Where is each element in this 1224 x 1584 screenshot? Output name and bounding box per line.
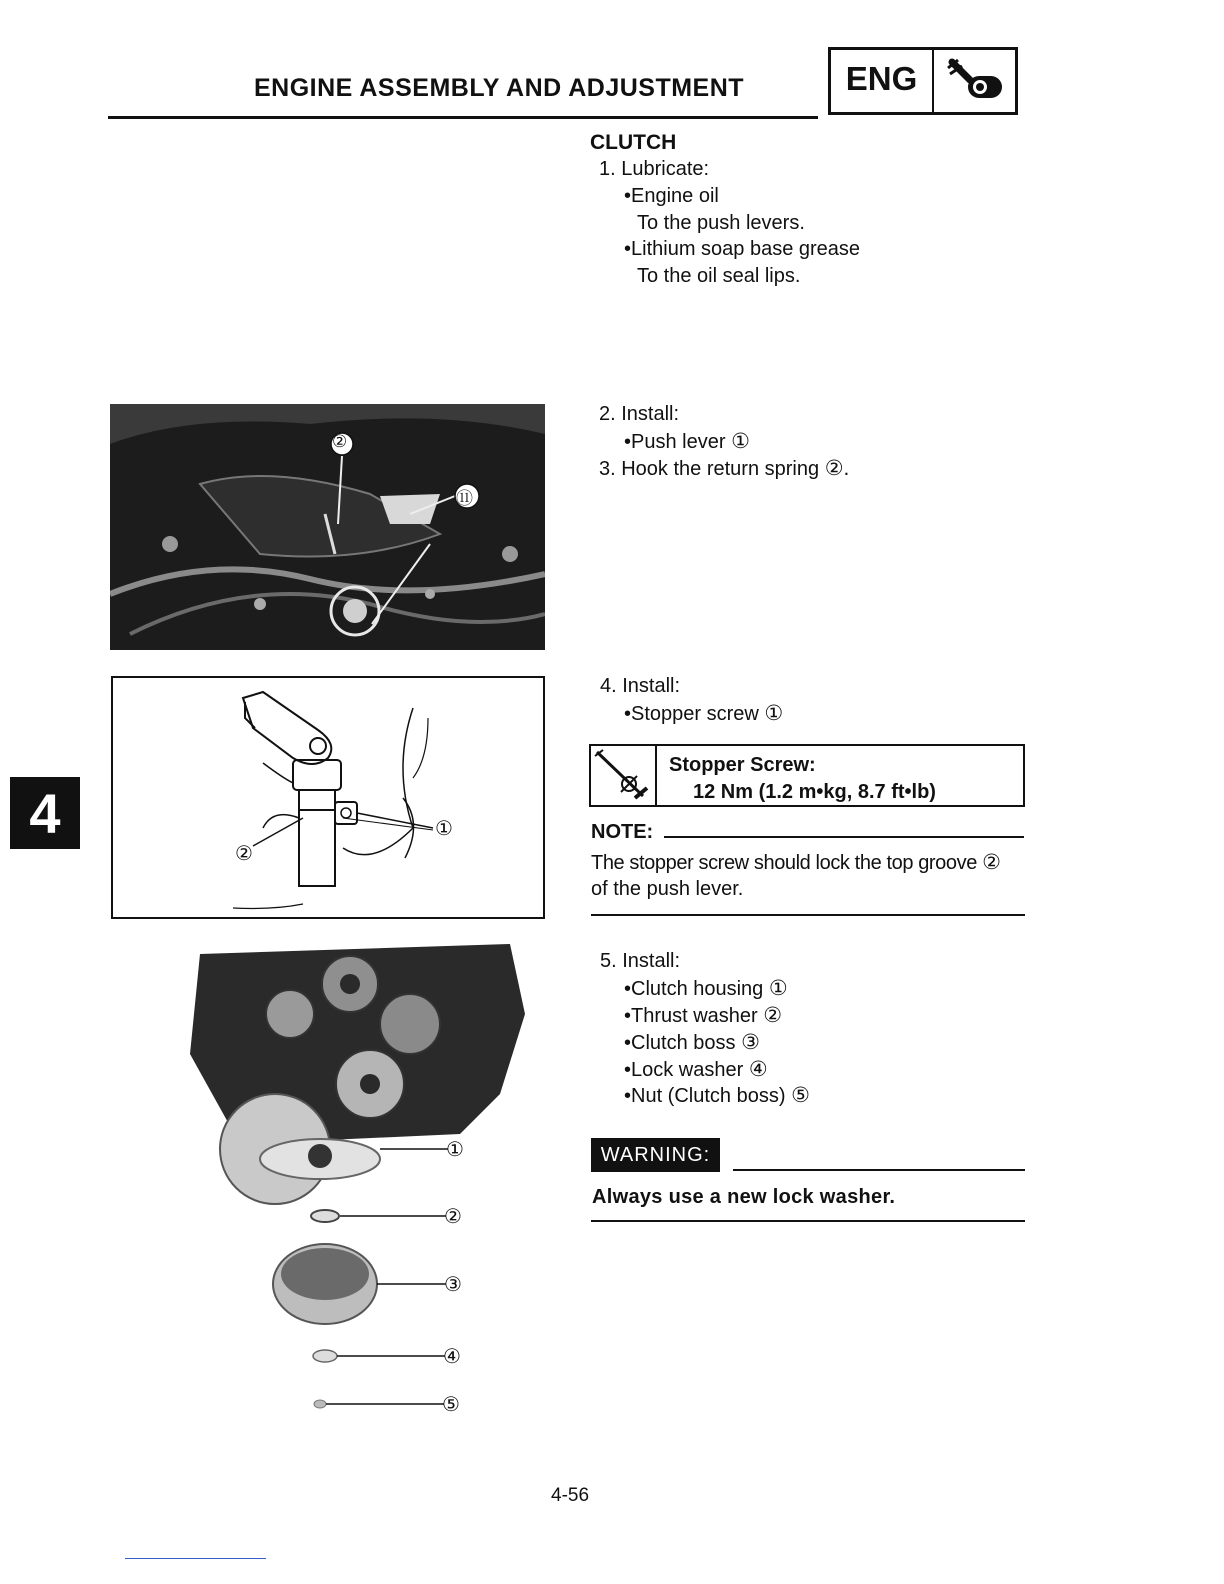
torque-wrench-icon: [591, 746, 657, 805]
step-5-item: [624, 975, 788, 1003]
torque-spec-box: [589, 744, 1025, 807]
footer-divider: [125, 1558, 266, 1559]
callout-label: ②: [235, 843, 253, 865]
callout-label: ⑪: [456, 489, 473, 508]
step-5-item-label: •Nut (Clutch boss): [624, 1085, 786, 1107]
warning-rule-top: [733, 1169, 1025, 1171]
section-code: ENG: [831, 50, 934, 112]
callout-label: ⑤: [442, 1394, 460, 1416]
step-5-item: [624, 1056, 768, 1084]
step-2-bullet-1-label: •Push lever: [624, 431, 726, 453]
step-5-item-label: •Clutch housing: [624, 978, 764, 1000]
callout-label: ②: [444, 1206, 462, 1228]
step-4-bullet-1-ref: ①: [764, 702, 784, 725]
clutch-exploded-photo: [180, 944, 545, 1424]
push-lever-diagram: [111, 676, 545, 919]
warning-badge: WARNING:: [591, 1138, 720, 1172]
step-3-ref: ②.: [824, 457, 850, 480]
step-4: 4. Install:: [600, 675, 681, 697]
page-title: ENGINE ASSEMBLY AND ADJUSTMENT: [254, 74, 745, 102]
step-1-bullet-1: •Engine oil: [624, 185, 719, 207]
step-5-item: [624, 1082, 810, 1110]
step-1-bullet-1-detail: To the push levers.: [637, 212, 805, 234]
step-2: 2. Install:: [599, 403, 680, 425]
callout-label: ①: [446, 1139, 464, 1161]
step-5: 5. Install:: [600, 950, 681, 972]
note-rule-top: [664, 836, 1024, 838]
step-5-item: [624, 1029, 760, 1057]
spec-value: 12 Nm (1.2 m•kg, 8.7 ft•lb): [693, 781, 936, 803]
step-5-item: [624, 1002, 782, 1030]
chapter-tab: 4: [10, 777, 80, 849]
step-1: 1. Lubricate:: [599, 158, 710, 180]
callout-label: ④: [443, 1346, 461, 1368]
step-5-item-label: •Clutch boss: [624, 1032, 736, 1054]
note-rule-bottom: [591, 914, 1025, 916]
step-2-bullet-1-ref: ①: [731, 430, 750, 453]
push-lever-photo: [110, 404, 545, 650]
step-4-bullet-1-label: •Stopper screw: [624, 703, 759, 725]
note-line-1-ref: ②: [982, 851, 1001, 874]
callout-label: ①: [435, 818, 453, 840]
step-5-item-ref: ⑤: [791, 1084, 810, 1107]
callout-label: ②: [332, 432, 348, 451]
page-number: 4-56: [551, 1485, 590, 1506]
step-5-item-label: •Lock washer: [624, 1059, 744, 1081]
step-5-item-ref: ③: [741, 1031, 760, 1054]
step-1-bullet-2: •Lithium soap base grease: [624, 238, 861, 260]
step-2-bullet-1: [624, 428, 750, 456]
note-line-2: of the push lever.: [591, 878, 744, 900]
note-label: NOTE:: [591, 821, 654, 843]
warning-text: Always use a new lock washer.: [592, 1186, 896, 1208]
warning-rule-bottom: [591, 1220, 1025, 1222]
step-5-item-ref: ②: [763, 1004, 783, 1027]
step-5-item-ref: ④: [748, 1058, 768, 1081]
note-line-1: [591, 849, 1001, 877]
callout-label: ③: [444, 1274, 462, 1296]
step-5-item-ref: ①: [768, 977, 788, 1000]
step-1-bullet-2-detail: To the oil seal lips.: [637, 265, 801, 287]
step-4-bullet-1: [624, 700, 783, 728]
note-line-1-text: The stopper screw should lock the top groove: [591, 852, 977, 874]
section-badge: [828, 47, 1018, 115]
section-heading: CLUTCH: [590, 131, 677, 154]
header-rule: [108, 116, 818, 119]
step-3-label: 3. Hook the return spring: [599, 458, 820, 480]
spec-title: Stopper Screw:: [669, 754, 816, 776]
step-3: [599, 455, 849, 483]
engine-wrench-icon: [934, 50, 1015, 112]
step-5-item-label: •Thrust washer: [624, 1005, 758, 1027]
